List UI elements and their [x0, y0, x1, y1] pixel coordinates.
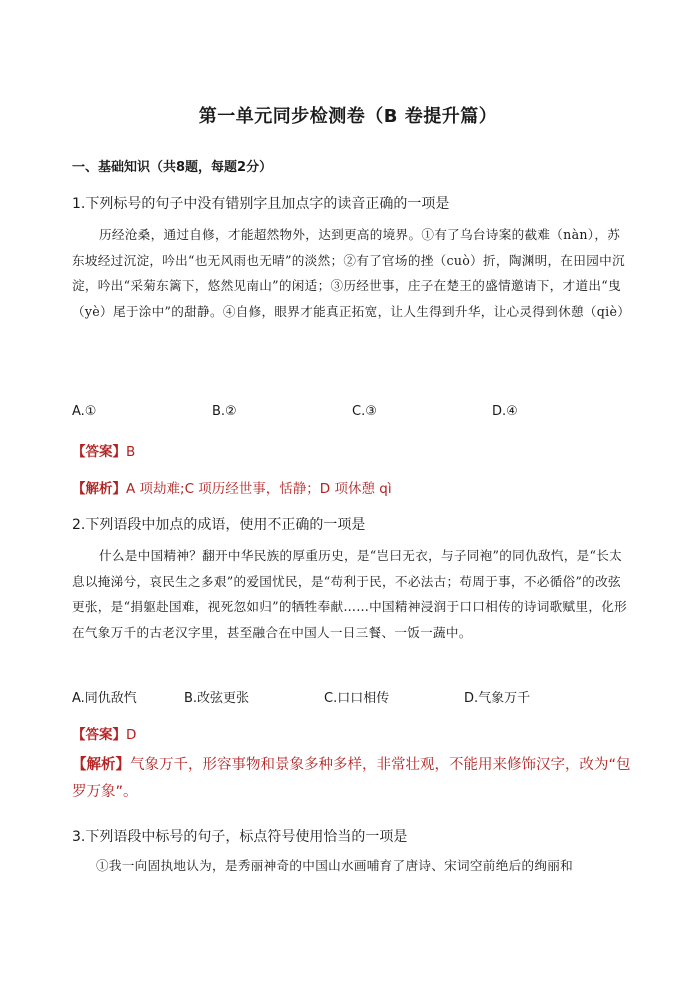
question-2-answer	[72, 723, 136, 743]
question-1-analysis	[72, 477, 392, 497]
question-2-passage: 什么是中国精神？翻开中华民族的厚重历史，是“岂曰无衣，与子同袍”的同仇敌忾，是“长太息以掩涕兮，哀民生之多艰”的爱国忧民，是“苟利于民，不必法古；苟周于事，不必循俗”的改弦更张，是“捐躯赴国难，视死忽如归”的牺牲奉献……中国精神浸润于口口相传的诗词歌赋里，化形在气象万千的古老汉字里，甚至融合在中国人一日三餐、一饭一蔬中。	[72, 548, 628, 640]
question-1-answer	[72, 440, 135, 460]
question-2-option-d: D.气象万千	[464, 691, 531, 706]
question-1-option-c: C.③	[352, 404, 377, 419]
question-1-passage: 历经沧桑，通过自修，才能超然物外，达到更高的境界。①有了乌台诗案的截难（nàn），苏东坡经过沉淀，吟出“也无风雨也无晴”的淡然；②有了官场的挫（cuò）折，陶渊明，在田园中沉淀，吟出“采菊东篱下，悠然见南山”的闲适；③历经世事，庄子在楚王的盛情邀请下，才道出“曳（yè）尾于涂中”的甜静。④自修，眼界才能真正拓宽，让人生得到升华，让心灵得到休憩（qiè）	[72, 227, 631, 319]
question-1-stem: 1.下列标号的句子中没有错别字且加点字的读音正确的一项是	[72, 196, 450, 212]
question-2-option-a: A.同仇敌忾	[72, 691, 137, 706]
answer-label: 【答案】	[72, 444, 126, 460]
answer-value: B	[126, 444, 136, 460]
page-title: 第一单元同步检测卷（B 卷提升篇）	[198, 106, 498, 127]
analysis-label: 【解析】	[72, 481, 126, 497]
question-1-option-a: A.①	[72, 404, 97, 419]
analysis-text: A 项劫难;C 项历经世事，恬静；D 项休憩 qì	[126, 481, 392, 497]
question-2-option-b: B.改弦更张	[184, 691, 250, 706]
analysis-text: 气象万千，形容事物和景象多种多样，非常壮观，不能用来修饰汉字，改为“包罗万象”。	[72, 757, 631, 800]
question-2-stem: 2.下列语段中加点的成语，使用不正确的一项是	[72, 517, 366, 533]
question-3-passage: ①我一向固执地认为，是秀丽神奇的中国山水画哺育了唐诗、宋词空前绝后的绚丽和	[96, 858, 574, 873]
question-2-option-c: C.口口相传	[324, 691, 390, 706]
section-heading: 一、基础知识（共8题，每题2分）	[72, 160, 273, 175]
question-1-option-d: D.④	[492, 404, 518, 419]
question-1-option-b: B.②	[212, 404, 237, 419]
question-2-analysis	[72, 752, 642, 806]
question-3-stem: 3.下列语段中标号的句子，标点符号使用恰当的一项是	[72, 829, 408, 845]
analysis-label: 【解析】	[72, 757, 130, 773]
answer-label: 【答案】	[72, 727, 126, 743]
answer-value: D	[126, 727, 137, 743]
